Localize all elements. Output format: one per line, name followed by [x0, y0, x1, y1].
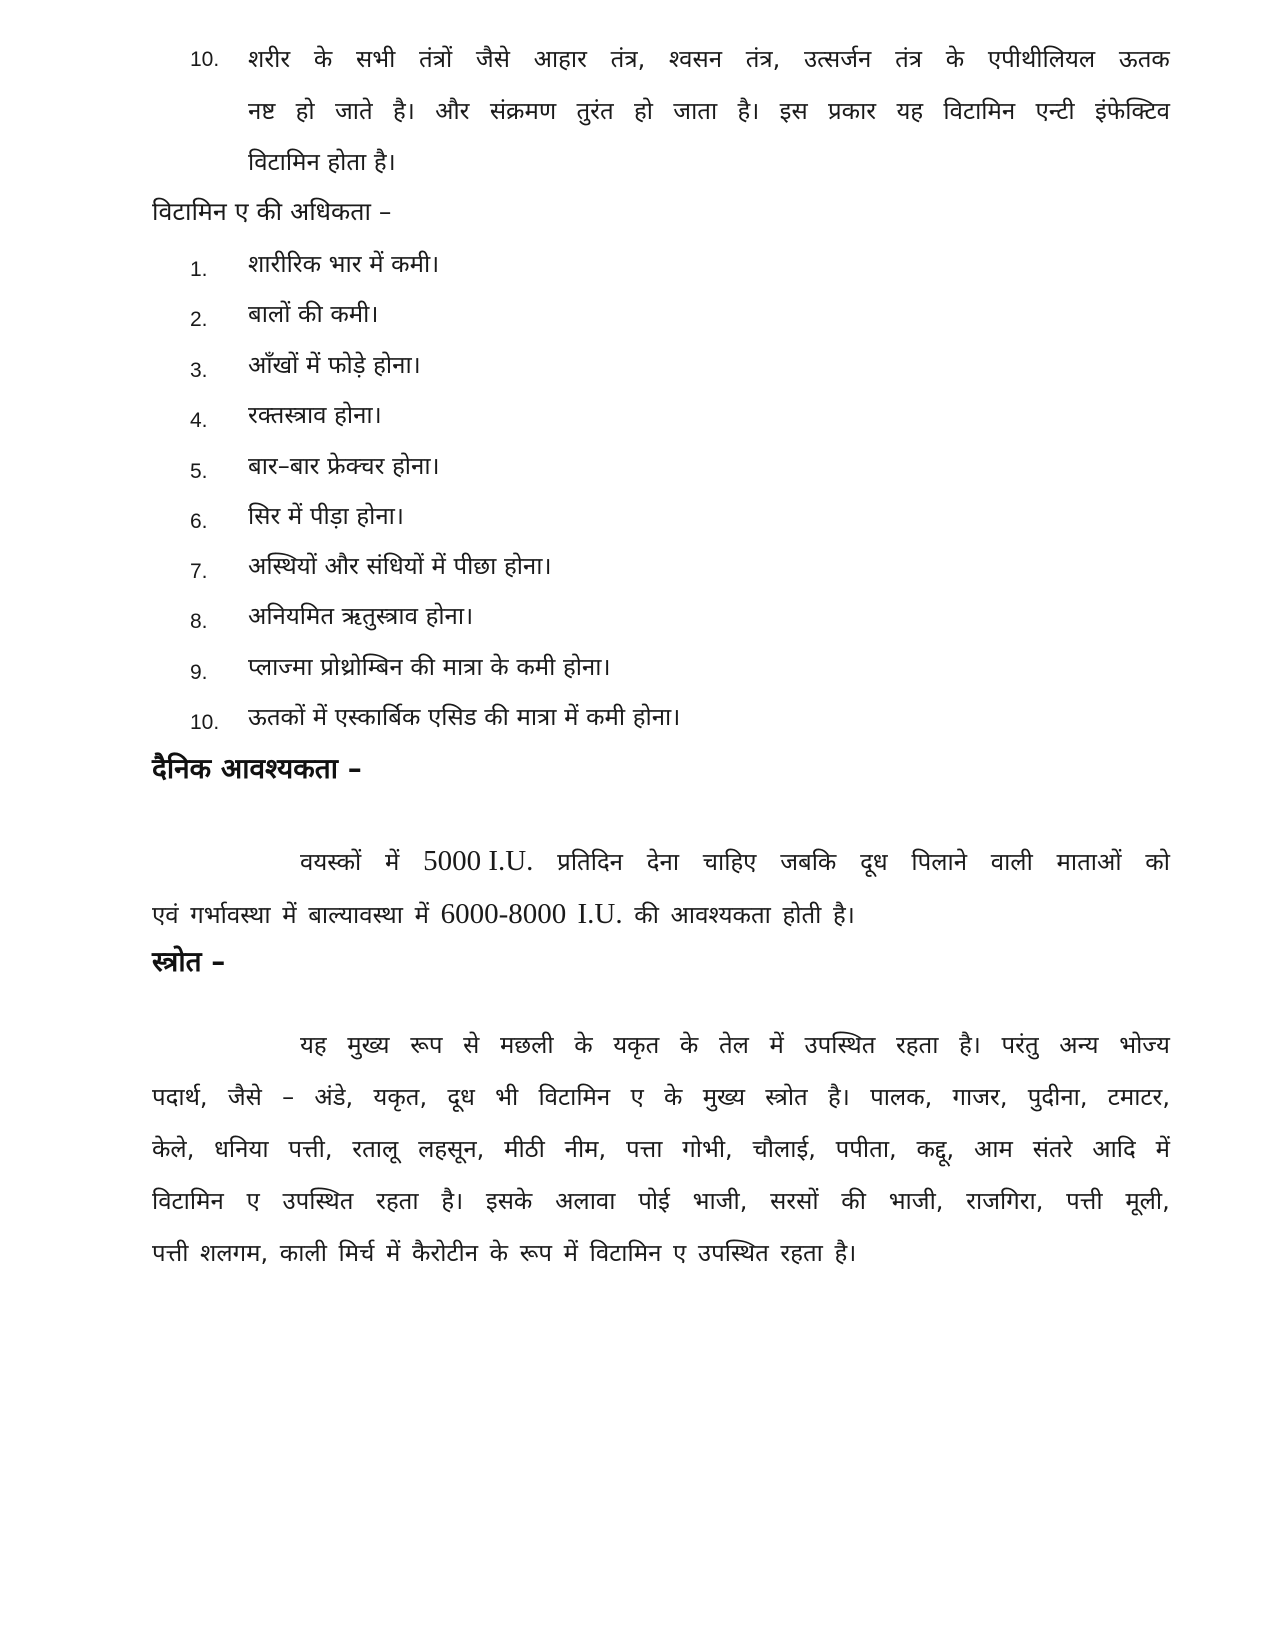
word: इसके	[485, 1187, 533, 1215]
word: उत्सर्जन	[803, 45, 872, 73]
word: भाजी,	[888, 1187, 944, 1215]
list-item-text: अस्थियों और संधियों में पीछा होना।	[248, 552, 552, 580]
intro-item-line-1	[248, 44, 1170, 74]
word: माताओं	[1056, 848, 1122, 876]
list-item-number: 1.	[190, 258, 208, 281]
word: प्रतिदिन	[557, 848, 624, 876]
word: तंत्र,	[745, 45, 781, 73]
word: विटामिन	[538, 1083, 611, 1111]
word: टमाटर,	[1107, 1083, 1170, 1111]
word: पत्ती	[1066, 1187, 1103, 1215]
word: प्रकार	[828, 97, 877, 125]
word: की	[841, 1187, 866, 1215]
word: परंतु	[1001, 1031, 1039, 1059]
word: के	[679, 1031, 699, 1059]
word: है।	[959, 1031, 981, 1059]
word: पोई	[638, 1187, 670, 1215]
word: रूप	[410, 1031, 443, 1059]
source-heading: स्त्रोत –	[152, 945, 226, 978]
word: अन्य	[1059, 1031, 1099, 1059]
word: नष्ट	[248, 97, 276, 125]
word: तेल	[718, 1031, 749, 1059]
word: अलावा	[555, 1187, 616, 1215]
word: तंत्रों	[419, 45, 453, 73]
list-item-number: 6.	[190, 510, 208, 533]
intro-item-line-3: विटामिन होता है।	[248, 148, 396, 176]
word: रहता	[895, 1031, 939, 1059]
word: मछली	[499, 1031, 554, 1059]
source-line-2	[152, 1082, 1170, 1112]
word: पुदीना,	[1027, 1083, 1088, 1111]
intro-item-number: 10.	[190, 48, 220, 71]
word: गोभी,	[682, 1135, 733, 1163]
word: उपस्थित	[282, 1187, 354, 1215]
word: इस	[779, 97, 808, 125]
word: जाते	[334, 97, 373, 125]
daily-value-mothers: 6000-8000 I.U.	[440, 898, 623, 930]
source-line-1	[300, 1030, 1170, 1060]
daily-text-a: वयस्कों	[300, 848, 362, 876]
word: में	[1155, 1135, 1170, 1163]
word: को	[1145, 848, 1170, 876]
word: ए	[630, 1083, 644, 1111]
word: मुख्य	[347, 1031, 390, 1059]
word: राजगिरा,	[966, 1187, 1044, 1215]
word: में	[384, 848, 400, 876]
word: चाहिए	[702, 848, 757, 876]
daily-text-c: एवं गर्भावस्था में बाल्यावस्था में	[152, 901, 429, 929]
word: सभी	[356, 45, 396, 73]
daily-requirement-line-2	[152, 899, 855, 930]
word: श्वसन	[668, 45, 723, 73]
list-item-number: 4.	[190, 409, 208, 432]
word: सरसों	[770, 1187, 819, 1215]
word: मीठी	[504, 1135, 545, 1163]
word: जाता	[673, 97, 718, 125]
word: एन्टी	[1035, 97, 1075, 125]
word: लहसून,	[418, 1135, 485, 1163]
word: चौलाई,	[752, 1135, 816, 1163]
word: आदि	[1092, 1135, 1136, 1163]
word: मूली,	[1125, 1187, 1170, 1215]
list-item-number: 10.	[190, 711, 220, 734]
source-line-5: पत्ती शलगम, काली मिर्च में कैरोटीन के रूप में विटामिन ए उपस्थित रहता है।	[152, 1239, 857, 1267]
word: यह	[300, 1031, 327, 1059]
word: भी	[495, 1083, 519, 1111]
word: आम	[974, 1135, 1013, 1163]
word: नीम,	[564, 1135, 607, 1163]
list-item-number: 5.	[190, 460, 208, 483]
word: पपीता,	[835, 1135, 897, 1163]
word: पत्ती,	[288, 1135, 333, 1163]
word: हो	[295, 97, 315, 125]
word: यकृत	[613, 1031, 660, 1059]
list-item-text: आँखों में फोड़े होना।	[248, 351, 421, 379]
word: दूध	[447, 1083, 475, 1111]
word: भाजी,	[692, 1187, 748, 1215]
word: है।	[392, 97, 415, 125]
word: हो	[634, 97, 653, 125]
word: गाजर,	[952, 1083, 1008, 1111]
word: तुरंत	[576, 97, 614, 125]
list-item-text: बालों की कमी।	[248, 300, 379, 328]
daily-text-d: की आवश्यकता होती है।	[634, 901, 855, 929]
word: –	[282, 1083, 295, 1111]
list-item-text: बार–बार फ्रेक्चर होना।	[248, 452, 440, 480]
word: यह	[896, 97, 924, 125]
word: भोज्य	[1119, 1031, 1170, 1059]
word: मुख्य	[702, 1083, 745, 1111]
word: देना	[646, 848, 680, 876]
word: यकृत,	[373, 1083, 428, 1111]
word: शरीर	[248, 45, 291, 73]
source-line-3	[152, 1134, 1170, 1164]
list-item-number: 3.	[190, 359, 208, 382]
word: जैसे	[475, 45, 510, 73]
word: जैसे	[227, 1083, 262, 1111]
word: है।	[737, 97, 760, 125]
word: केले,	[152, 1135, 195, 1163]
word: कद्दू,	[916, 1135, 955, 1163]
list-item-text: शारीरिक भार में कमी।	[248, 250, 440, 278]
list-item-number: 9.	[190, 661, 208, 684]
daily-requirement-line-1	[300, 846, 1170, 877]
word: के	[945, 45, 965, 73]
word: विटामिन	[152, 1187, 224, 1215]
excess-heading: विटामिन ए की अधिकता –	[152, 197, 392, 226]
word: उपस्थित	[804, 1031, 876, 1059]
word: धनिया	[214, 1135, 269, 1163]
word: आहार	[533, 45, 587, 73]
word: पिलाने	[911, 848, 968, 876]
word: के	[313, 45, 333, 73]
list-item-text: ऊतकों में एस्कार्बिक एसिड की मात्रा में कमी होना।	[248, 703, 681, 731]
word: के	[664, 1083, 683, 1111]
list-item-number: 2.	[190, 308, 208, 331]
list-item-text: प्लाज्मा प्रोथ्रोम्बिन की मात्रा के कमी होना।	[248, 653, 611, 681]
list-item-number: 7.	[190, 560, 208, 583]
word: पत्ता	[625, 1135, 663, 1163]
word: के	[574, 1031, 593, 1059]
word: विटामिन	[943, 97, 1016, 125]
word: से	[463, 1031, 480, 1059]
word: है।	[441, 1187, 464, 1215]
word: है।	[827, 1083, 850, 1111]
word: अंडे,	[314, 1083, 354, 1111]
list-item-text: अनियमित ऋतुस्त्राव होना।	[248, 602, 474, 630]
word: ए	[246, 1187, 260, 1215]
daily-value-adults: 5000 I.U.	[423, 845, 534, 877]
word: में	[769, 1031, 784, 1059]
source-line-4	[152, 1186, 1170, 1216]
word: संक्रमण	[489, 97, 557, 125]
word: संतरे	[1032, 1135, 1073, 1163]
word: रहता	[376, 1187, 419, 1215]
word: तंत्र,	[610, 45, 646, 73]
daily-requirement-heading: दैनिक आवश्यकता –	[152, 752, 362, 785]
intro-item-line-2	[248, 96, 1170, 126]
word: और	[435, 97, 470, 125]
list-item-text: रक्तस्त्राव होना।	[248, 401, 382, 429]
word: तंत्र	[895, 45, 922, 73]
word: पदार्थ,	[152, 1083, 208, 1111]
word: इंफेक्टिव	[1094, 97, 1170, 125]
word: एपीथीलियल	[987, 45, 1096, 73]
word: वाली	[990, 848, 1033, 876]
list-item-number: 8.	[190, 610, 208, 633]
word: पालक,	[870, 1083, 933, 1111]
word: रतालू	[352, 1135, 399, 1163]
word: दूध	[860, 848, 888, 876]
word: ऊतक	[1118, 45, 1170, 73]
word: स्त्रोत	[765, 1083, 808, 1111]
word: जबकि	[780, 848, 837, 876]
list-item-text: सिर में पीड़ा होना।	[248, 502, 404, 530]
